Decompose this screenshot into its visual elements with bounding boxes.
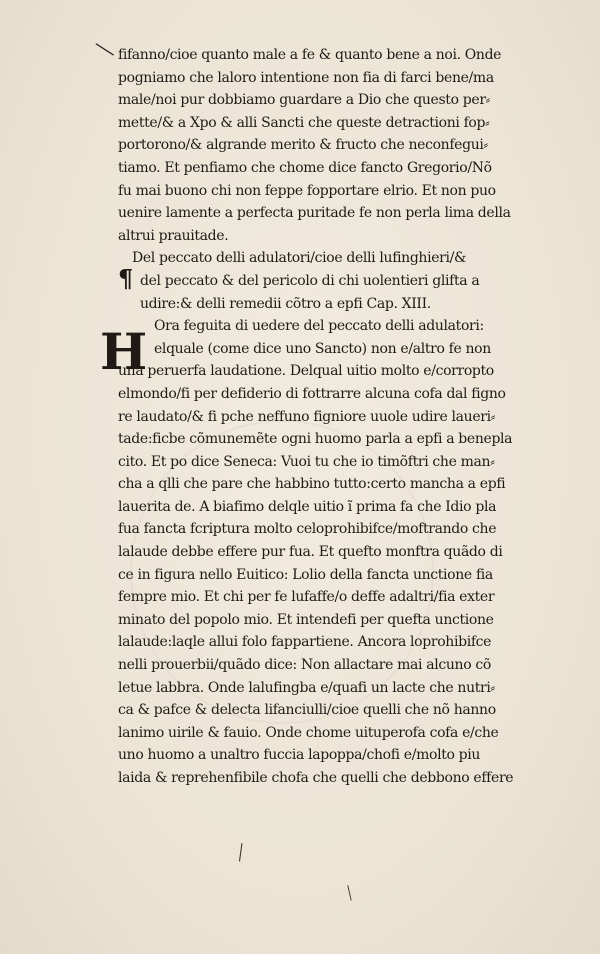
text-line: letue labbra. Onde lalufingba e/quafi un lacte che nutri⸗	[118, 679, 495, 696]
initial-letter: H	[100, 322, 148, 381]
text-line: fua fancta fcriptura molto celoprohibifce/moftrando che	[118, 521, 497, 538]
text-line: cha a qlli che pare che habbino tutto:certo mancha a epfi	[118, 476, 506, 493]
text-line: uno huomo a unaltro fuccia lapoppa/chofi e/molto piu	[118, 747, 481, 764]
text-line: fempre mio. Et chi per fe lufaffe/o deffe adaltri/fia exter	[118, 589, 495, 606]
text-line: Ora feguita di uedere del peccato delli adulatori:	[154, 318, 484, 335]
text-line: portorono/& algrande merito & fructo che neconfegui⸗	[118, 137, 488, 154]
text-line: lanimo uirile & fauio. Onde chome uituperofa cofa e/che	[118, 724, 499, 741]
text-line: tade:ficbe cõmunemẽte ogni huomo parla a epfi a benepla	[118, 431, 513, 448]
text-line: elmondo/fi per defiderio di fottrarre alcuna cofa dal figno	[118, 385, 506, 402]
text-line: laida & reprehenfibile chofa che quelli che debbono effere	[118, 770, 514, 786]
text-line: fifanno/cioe quanto male a fe & quanto bene a noi. Onde	[118, 47, 502, 63]
margin-mark: ╲	[95, 38, 114, 61]
text-line: fu mai buono chi non feppe fopportare elrio. Et non puo	[118, 182, 496, 199]
text-line: uenire lamente a perfecta puritade fe non perla lima della	[118, 205, 511, 222]
text-line: male/noi pur dobbiamo guardare a Dio che questo per⸗	[118, 92, 490, 109]
text-line: cito. Et po dice Seneca: Vuoi tu che io timõftri che man⸗	[118, 453, 495, 470]
text-line: ce in figura nello Euitico: Lolio della fancta unctione fia	[118, 566, 493, 583]
pilcrow-mark: ¶	[118, 264, 134, 293]
text-line: lauerita de. A biafimo delqle uitio ĩ prima fa che Idio pla	[118, 498, 497, 515]
text-line: lalaude debbe effere pur fua. Et quefto monftra quãdo di	[118, 544, 503, 561]
chapter-heading-line: Del peccato delli adulatori/cioe delli lufinghieri/&	[132, 250, 467, 267]
chapter-heading-line: udire:& delli remedii cõtro a epfi Cap. XIII.	[140, 295, 431, 312]
text-line: tiamo. Et penfiamo che chome dice fancto Gregorio/Nõ	[118, 159, 492, 176]
text-line: lalaude:laqle allui folo fappartiene. Ancora loprohibifce	[118, 634, 492, 651]
text-line: mette/& a Xpo & alli Sancti che queste detractioni fop⸗	[118, 114, 490, 131]
text-line: nelli prouerbii/quãdo dice: Non allactare mai alcuno cõ	[118, 657, 491, 674]
text-line: ca & pafce & delecta lifanciulli/cioe quelli che nõ hanno	[118, 702, 496, 719]
chapter-heading-line: del peccato & del pericolo di chi uolentieri glifta a	[140, 272, 480, 289]
text-line: re laudato/& fi pche neffuno figniore uuole udire laueri⸗	[118, 408, 496, 425]
text-block	[118, 44, 550, 790]
text-line: altrui prauitade.	[118, 227, 229, 244]
text-line: pogniamo che laloro intentione non fia di farci bene/ma	[118, 69, 494, 86]
margin-mark: ╲	[232, 844, 249, 862]
text-line: elquale (come dice uno Sancto) non e/altro fe non	[154, 340, 491, 357]
text-line: una peruerfa laudatione. Delqual uitio molto e/corropto	[118, 363, 494, 380]
margin-mark: ╱	[342, 885, 357, 901]
text-line: minato del popolo mio. Et intendefi per quefta unctione	[118, 611, 494, 628]
